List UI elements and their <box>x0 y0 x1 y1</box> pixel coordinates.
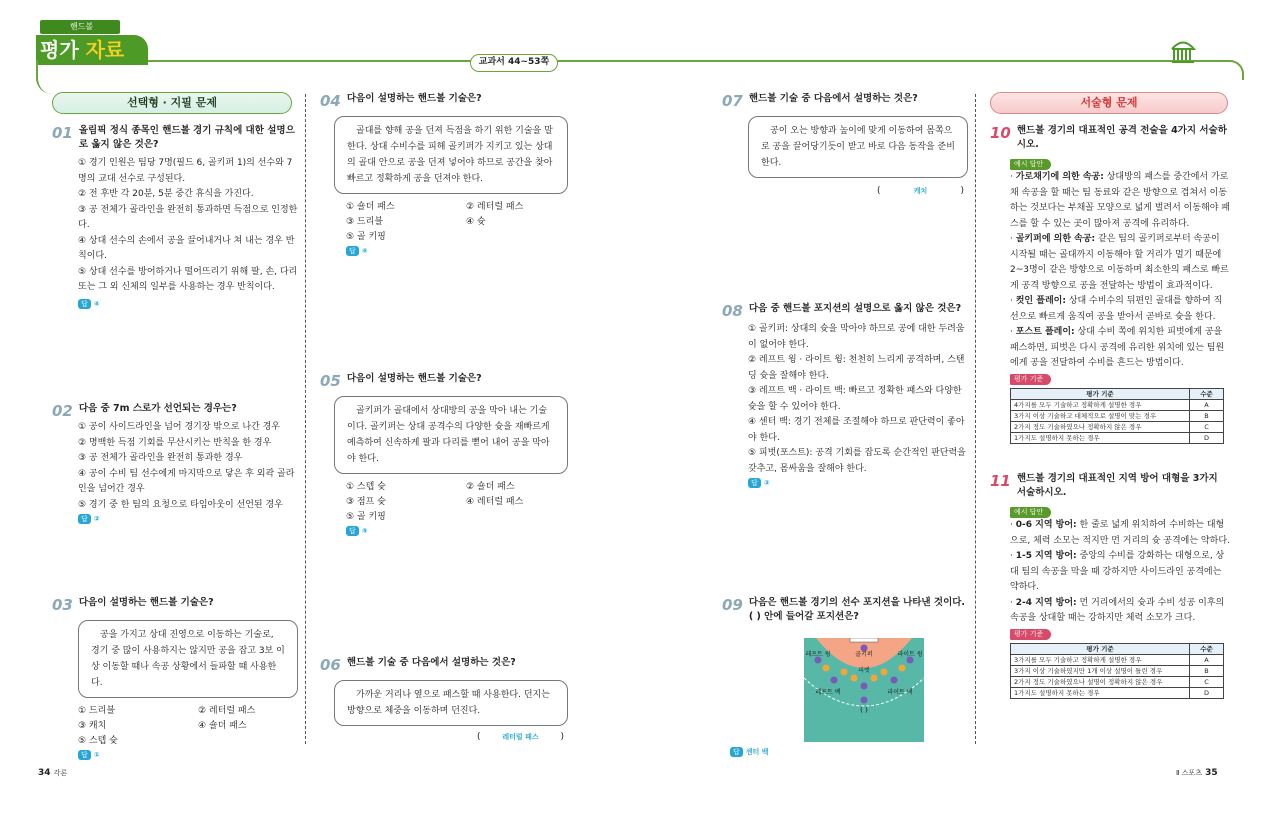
question-text: 핸드볼 기술 중 다음에서 설명하는 것은? <box>346 657 516 668</box>
question-text: 다음이 설명하는 핸드볼 기술은? <box>346 373 482 384</box>
question-09 <box>722 596 968 756</box>
question-number: 10 <box>990 124 1011 142</box>
question-number: 11 <box>990 472 1011 490</box>
option: ③ 공 전체가 골라인을 완전히 통과하면 득점으로 인정한다. <box>78 204 298 230</box>
table-cell: A <box>1190 654 1224 665</box>
footer-left <box>38 768 67 778</box>
player-marker <box>861 683 868 690</box>
option: ① 스텝 슛 <box>346 482 386 492</box>
section-title-choice: 선택형 · 지필 문제 <box>52 92 292 114</box>
criteria-tag: 평가 기준 <box>1010 629 1051 640</box>
answer-bullet: · 2-4 지역 방어: 먼 거리에서의 슛과 수비 성공 이후의 속공을 상대할 때는 강하지만 체력 소모가 크다. <box>1010 597 1225 623</box>
table-cell: D <box>1190 687 1224 698</box>
label-right-wing: 라이트 윙 <box>897 651 923 658</box>
paren-right: ) <box>560 732 564 742</box>
option: ② 명백한 득점 기회를 무산시키는 반칙을 한 경우 <box>78 437 272 448</box>
option: ④ 레터럴 패스 <box>466 497 524 507</box>
option: ③ 점프 슛 <box>346 497 386 507</box>
table-cell: 3가지 이상 기술하고 대체적으로 설명이 맞는 경우 <box>1011 410 1190 421</box>
answer-value: ② <box>763 479 770 487</box>
question-06 <box>320 656 568 742</box>
question-number: 08 <box>722 302 743 320</box>
question-08 <box>722 302 968 488</box>
answer-value: 캐치 <box>913 187 928 195</box>
option: ⑤ 경기 중 한 팀의 요청으로 타임아웃이 선언된 경우 <box>78 499 283 510</box>
bullet-key: 0-6 지역 방어: <box>1015 520 1077 530</box>
example-answer-tag: 예시 답안 <box>1010 159 1051 170</box>
table-cell: 3가지를 모두 기술하고 정확하게 설명한 경우 <box>1011 654 1190 665</box>
question-number: 07 <box>722 92 743 110</box>
label-pivot: 피벗 <box>858 667 870 674</box>
option: ③ 드리블 <box>346 217 384 227</box>
question-text: 다음 중 핸드볼 포지션의 설명으로 옳지 않은 것은? <box>748 303 962 314</box>
question-number: 06 <box>320 656 341 674</box>
question-01 <box>52 124 298 309</box>
player-marker <box>861 697 868 704</box>
option: ④ 센터 백: 경기 전체를 조절해야 하므로 판단력이 좋아야 한다. <box>748 417 965 443</box>
table-cell: 4가지를 모두 기술하고 정확하게 설명한 경우 <box>1011 399 1190 410</box>
option: ① 골키퍼: 상대의 슛을 막아야 하므로 공에 대한 두려움이 없어야 한다. <box>748 324 965 350</box>
answer-badge: 답 <box>730 747 743 757</box>
description-box: 가까운 거리나 옆으로 패스할 때 사용한다. 던지는 방향으로 체중을 이동하며 던진다. <box>334 680 568 726</box>
goal <box>850 638 878 642</box>
criteria-tag: 평가 기준 <box>1010 374 1051 385</box>
bullet-key: 1-5 지역 방어: <box>1015 551 1077 561</box>
footer-right <box>1176 768 1218 778</box>
table-row <box>1011 399 1224 410</box>
defender-marker <box>841 669 848 676</box>
option: ② 전 후반 각 20분, 5분 중간 휴식을 가진다. <box>78 189 254 199</box>
player-marker <box>891 677 898 684</box>
question-text: 핸드볼 기술 중 다음에서 설명하는 것은? <box>748 93 918 104</box>
label-blank: ( ) <box>860 706 868 714</box>
table-row <box>1011 421 1224 432</box>
bullet-key: 골키퍼에 의한 속공: <box>1015 234 1096 244</box>
table-row <box>1011 687 1224 698</box>
criteria-table <box>1010 643 1224 699</box>
table-cell: A <box>1190 399 1224 410</box>
paren-right: ) <box>960 186 964 196</box>
column-divider <box>975 94 976 744</box>
table-header: 평가 기준 <box>1011 388 1190 399</box>
title-part-b: 자료 <box>85 38 125 62</box>
answer-badge: 답 <box>748 478 761 488</box>
answer-value: ⑤ <box>361 527 368 535</box>
table-row <box>1011 432 1224 443</box>
bullet-key: 가로채기에 의한 속공: <box>1015 172 1104 182</box>
section-title-essay: 서술형 문제 <box>990 92 1228 114</box>
footer-label: 각론 <box>53 769 68 777</box>
defender-marker <box>851 675 858 682</box>
table-cell: B <box>1190 665 1224 676</box>
bullet-text: 중앙의 수비를 강화하는 대형으로, 상대 팀의 속공을 막을 때 강하지만 사이드라인 공격에는 약하다. <box>1010 551 1225 592</box>
question-number: 09 <box>722 596 743 614</box>
page-number: 35 <box>1205 768 1218 778</box>
label-left-wing: 레프트 윙 <box>805 651 831 658</box>
bullet-text: 상대 수비수의 뒤편인 골대를 향하여 직선으로 빠르게 움직여 공을 받아서 곧바로 슛을 한다. <box>1010 296 1223 322</box>
title-part-a: 평가 <box>40 38 79 62</box>
footer-label: Ⅱ 스포츠 <box>1176 769 1202 777</box>
table-cell: 2가지 정도 기술하였으나 정확하지 않은 경우 <box>1011 421 1190 432</box>
table-cell: C <box>1190 421 1224 432</box>
description-box: 골대를 향해 공을 던져 득점을 하기 위한 기술을 말한다. 상대 수비수를 피해 골키퍼가 지키고 있는 상대의 골대 안으로 공을 던져 넣어야 하므로 공간을 찾아 빠르고 정확하게 공을 던져야 한다. <box>334 116 568 194</box>
table-cell: D <box>1190 432 1224 443</box>
option: ⑤ 골 키핑 <box>346 512 386 522</box>
bullet-text: 상대방의 패스를 중간에서 가로채 속공을 할 때는 팀 동료와 같은 방향으로 겹쳐서 이동하는 것보다는 부채꼴 모양으로 넓게 벌려서 이동해야 패스를 할 수 있는 곳이 많아져 공격에 유리하다. <box>1010 172 1230 229</box>
answer-value: 레터럴 패스 <box>502 733 539 741</box>
answer-bullet: · 0-6 지역 방어: 한 줄로 넓게 위치하여 수비하는 대형으로, 체력 소모는 적지만 먼 거리의 슛 공격에는 약하다. <box>1010 520 1230 546</box>
table-header: 평가 기준 <box>1011 643 1190 654</box>
question-text: 올림픽 정식 종목인 핸드볼 경기 규칙에 대한 설명으로 옳지 않은 것은? <box>78 125 295 150</box>
question-text: 다음 중 7m 스로가 선언되는 경우는? <box>78 403 237 414</box>
bullet-key: 2-4 지역 방어: <box>1015 597 1077 608</box>
option: ③ 공 전체가 골라인을 완전히 통과한 경우 <box>78 453 243 463</box>
answer-badge: 답 <box>346 526 359 536</box>
table-cell: 2가지 정도 기술하였으나 설명이 정확하지 않은 경우 <box>1011 676 1190 687</box>
table-header: 수준 <box>1190 388 1224 399</box>
answer-badge: 답 <box>78 750 91 760</box>
answer-value: ② <box>93 515 100 523</box>
question-text: 다음이 설명하는 핸드볼 기술은? <box>78 597 214 608</box>
player-marker <box>831 677 838 684</box>
option: ④ 숄더 패스 <box>198 721 247 731</box>
column-divider <box>305 94 306 744</box>
question-07 <box>722 92 968 196</box>
table-cell: 1가지도 설명하지 못하는 경우 <box>1011 687 1190 698</box>
table-cell: 1가지도 설명하지 못하는 경우 <box>1011 432 1190 443</box>
table-row <box>1011 410 1224 421</box>
answer-value: ① <box>93 751 100 759</box>
table-row <box>1011 665 1224 676</box>
answer-bullet: · 가로채기에 의한 속공: 상대방의 패스를 중간에서 가로채 속공을 할 때는 팀 동료와 같은 방향으로 겹쳐서 이동하는 것보다는 부채꼴 모양으로 넓게 벌려서 이동해야 패스를 할 수 있는 곳이 많아져 공격에 유리하다. <box>1010 172 1230 229</box>
paren-left: ( <box>876 186 881 196</box>
question-10 <box>990 124 1230 444</box>
option: ① 숄더 패스 <box>346 202 395 212</box>
option: ② 레프트 윙 · 라이트 윙: 천천히 느리게 공격하며, 스탠딩 슛을 잘해야 한다. <box>748 355 965 381</box>
textbook-pages-tag: 교과서 44~53쪽 <box>470 54 558 72</box>
defender-marker <box>899 665 906 672</box>
option: ② 레터럴 패스 <box>466 202 524 212</box>
table-cell: C <box>1190 676 1224 687</box>
description-box: 공을 가지고 상대 진영으로 이동하는 기술로, 경기 중 많이 사용하지는 않지만 공을 잡고 3보 이상 이동할 때나 속공 상황에서 들파할 때 사용한다. <box>78 620 298 698</box>
paren-left: ( <box>476 732 481 742</box>
option: ③ 레프트 백 · 라이트 백: 빠르고 정확한 패스와 다양한 슛을 할 수 있어야 한다. <box>748 386 962 412</box>
answer-bullet: · 컷인 플레이: 상대 수비수의 뒤편인 골대를 향하여 직선으로 빠르게 움직여 공을 받아서 곧바로 슛을 한다. <box>1010 296 1223 322</box>
defender-marker <box>881 669 888 676</box>
label-right-back: 라이트 백 <box>887 689 913 696</box>
table-header: 수준 <box>1190 643 1224 654</box>
question-number: 05 <box>320 372 341 390</box>
table-row <box>1011 654 1224 665</box>
description-box: 골키퍼가 골대에서 상대방의 공을 막아 내는 기술이다. 골키퍼는 상대 공격수의 다양한 슛을 재빠르게 예측하여 신속하게 팔과 다리를 뻗어 내어 공을 막아야 한다. <box>334 396 568 474</box>
answer-value: ④ <box>361 247 368 255</box>
defender-marker <box>871 675 878 682</box>
option: ⑤ 상대 선수를 방어하거나 떨어뜨리기 위해 팔, 손, 다리 또는 그 외 신체의 일부를 사용하는 경우 반칙이다. <box>78 266 298 292</box>
answer-badge: 답 <box>346 246 359 256</box>
option: ④ 상대 선수의 손에서 공을 끌어내거나 쳐 내는 경우 반칙이다. <box>78 235 295 261</box>
defender-marker <box>823 665 830 672</box>
table-cell: B <box>1190 410 1224 421</box>
answer-bullet: · 1-5 지역 방어: 중앙의 수비를 강화하는 대형으로, 상대 팀의 속공을 막을 때 강하지만 사이드라인 공격에는 약하다. <box>1010 551 1225 592</box>
question-11 <box>990 472 1230 699</box>
bullet-key: 컷인 플레이: <box>1015 296 1066 306</box>
question-number: 03 <box>52 596 73 614</box>
question-03 <box>52 596 298 760</box>
header-curve-left <box>36 60 56 94</box>
table-cell: 3가지 이상 기술하였지만 1개 이상 설명이 틀린 경우 <box>1011 665 1190 676</box>
question-text: 핸드볼 경기의 대표적인 지역 방어 대형을 3가지 서술하시오. <box>1016 473 1218 498</box>
bullet-key: 포스트 플레이: <box>1015 327 1075 337</box>
building-logo-icon <box>1168 38 1198 64</box>
description-box: 공이 오는 방향과 높이에 맞게 이동하여 몸쪽으로 공을 끌어당기듯이 받고 바로 다음 동작을 준비한다. <box>748 116 968 178</box>
question-04 <box>320 92 568 256</box>
answer-bullet: · 포스트 플레이: 상대 수비 쪽에 위치한 피벗에게 공을 패스하면, 피벗은 다시 공격에 유리한 위치에 있는 팀원에게 공을 전달하여 수비를 흔드는 방법이다. <box>1010 327 1225 368</box>
handball-court-diagram <box>804 638 924 742</box>
answer-value: 센터 백 <box>745 748 769 756</box>
option: ③ 캐치 <box>78 721 107 731</box>
header-curve-right <box>1196 60 1244 80</box>
table-row <box>1011 676 1224 687</box>
bullet-text: 먼 거리에서의 슛과 수비 성공 이후의 속공을 상대할 때는 강하지만 체력 소모가 크다. <box>1010 597 1225 623</box>
answer-badge: 답 <box>78 514 91 524</box>
label-left-back: 레프트 백 <box>815 689 841 696</box>
page-number: 34 <box>38 768 51 778</box>
question-text: 다음은 핸드볼 경기의 선수 포지션을 나타낸 것이다. ( ) 안에 들어갈 포지션은? <box>748 597 966 622</box>
answer-value: ④ <box>93 299 100 308</box>
option: ① 경기 인원은 팀당 7명(필드 6, 골키퍼 1)의 선수와 7명의 교대 선수로 구성된다. <box>78 158 293 184</box>
answer-bullet: · 골키퍼에 의한 속공: 같은 팀의 골키퍼로부터 속공이 시작될 때는 골대까지 이동해야 할 거리가 멀기 때문에 2~3명이 같은 방향으로 이동하며 최소한의 패스로 빠르게 공격 방향으로 공을 전달하는 방법이 효과적이다. <box>1010 234 1229 291</box>
question-text: 핸드볼 경기의 대표적인 공격 전술을 4가지 서술하시오. <box>1016 125 1227 150</box>
option: ④ 공이 수비 팀 선수에게 마지막으로 닿은 후 외곽 골라인을 넘어간 경우 <box>78 468 295 494</box>
category-tag: 핸드볼 <box>40 20 120 34</box>
answer-badge: 답 <box>78 299 91 309</box>
question-number: 01 <box>52 124 73 142</box>
option: ⑤ 골 키핑 <box>346 232 386 242</box>
question-02 <box>52 402 298 524</box>
option: ④ 슛 <box>466 217 486 227</box>
option: ① 공이 사이드라인을 넘어 경기장 밖으로 나간 경우 <box>78 422 280 432</box>
option: ② 레터럴 패스 <box>198 706 256 716</box>
bullet-text: 같은 팀의 골키퍼로부터 속공이 시작될 때는 골대까지 이동해야 할 거리가 멀기 때문에 2~3명이 같은 방향으로 이동하며 최소한의 패스로 빠르게 공격 방향으로 공을 전달하는 방법이 효과적이다. <box>1010 234 1229 291</box>
bullet-text: 한 줄로 넓게 위치하여 수비하는 대형으로, 체력 소모는 적지만 먼 거리의 슛 공격에는 약하다. <box>1010 520 1230 546</box>
option: ⑤ 피벗(포스트): 공격 기회를 잡도록 순간적인 판단력을 갖추고, 몸싸움을 잘해야 한다. <box>748 448 966 474</box>
example-answer-tag: 예시 답안 <box>1010 507 1051 518</box>
question-text: 다음이 설명하는 핸드볼 기술은? <box>346 93 482 104</box>
question-number: 02 <box>52 402 73 420</box>
criteria-table <box>1010 388 1224 444</box>
question-number: 04 <box>320 92 341 110</box>
header-line <box>148 60 1220 62</box>
label-goalkeeper: 골키퍼 <box>855 651 873 658</box>
bullet-text: 상대 수비 쪽에 위치한 피벗에게 공을 패스하면, 피벗은 다시 공격에 유리한 위치에 있는 팀원에게 공을 전달하여 수비를 흔드는 방법이다. <box>1010 327 1225 368</box>
option: ② 숄더 패스 <box>466 482 515 492</box>
option: ① 드리블 <box>78 706 116 716</box>
question-05 <box>320 372 568 536</box>
option: ⑤ 스텝 슛 <box>78 736 118 746</box>
